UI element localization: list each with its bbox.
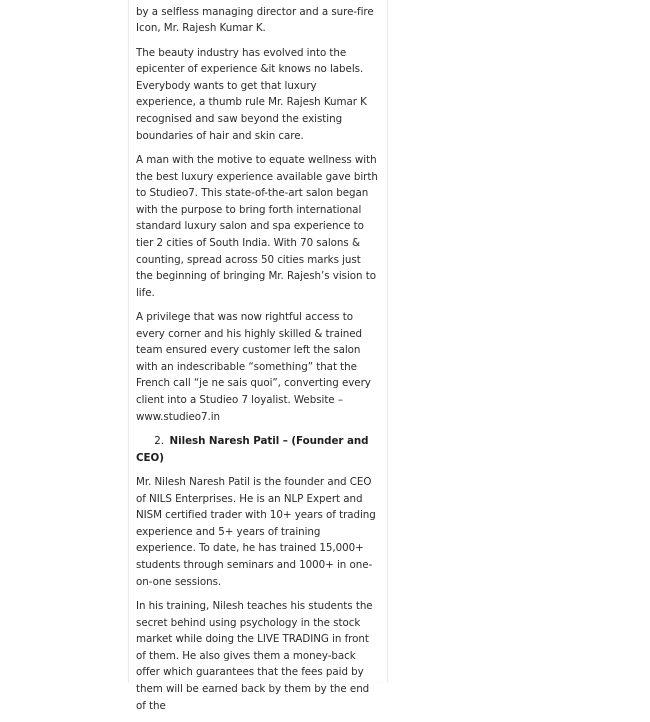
paragraph-studieo7-intro: by a selfless managing director and a sure-fire Icon, Mr. Rajesh Kumar K. [136, 5, 374, 35]
list-number: 2. [154, 435, 164, 448]
heading-title: Nilesh Naresh Patil – (Founder and CEO) [136, 435, 369, 464]
paragraph-privilege: A privilege that was now rightful access to every corner and his highly skilled & trained team ensured every customer left the salon with an indescribable “something” that the French call “je ne sais quoi”, converting every client into a Studieo 7 loyalist. Website – www.studieo7.in [136, 311, 371, 423]
article-body [136, 0, 378, 722]
paragraph-nilesh-training: In his training, Nilesh teaches his students the secret behind using psychology in the stock market while doing the LIVE TRADING in front of them. He also gives them a money-back offer which guarantees that the fees paid by them will be earned back by them by the end of the [136, 599, 373, 712]
paragraph-beauty-industry: The beauty industry has evolved into the epicenter of experience &it knows no labels. Everybody wants to get that luxury experience, a thumb rule Mr. Rajesh Kumar K recognised and saw beyond the existing boundaries of hair and skin care. [136, 46, 367, 142]
list-heading-nilesh [136, 433, 378, 466]
paragraph-nilesh-bio: Mr. Nilesh Naresh Patil is the founder and CEO of NILS Enterprises. He is an NLP Expert and NISM certified trader with 10+ years of trading experience and 5+ years of training experience. To date, he has trained 15,000+ students through seminars and 1000+ in one-on-one sessions. [136, 476, 376, 588]
paragraph-studieo7-origin: A man with the motive to equate wellness with the best luxury experience available gave birth to Studieo7. This state-of-the-art salon began with the purpose to bring forth international standard luxury salon and spa experience to tier 2 cities of South India. With 70 salons & counting, spread across 50 cities marks just the beginning of bringing Mr. Rajesh’s vision to life. [136, 153, 378, 299]
